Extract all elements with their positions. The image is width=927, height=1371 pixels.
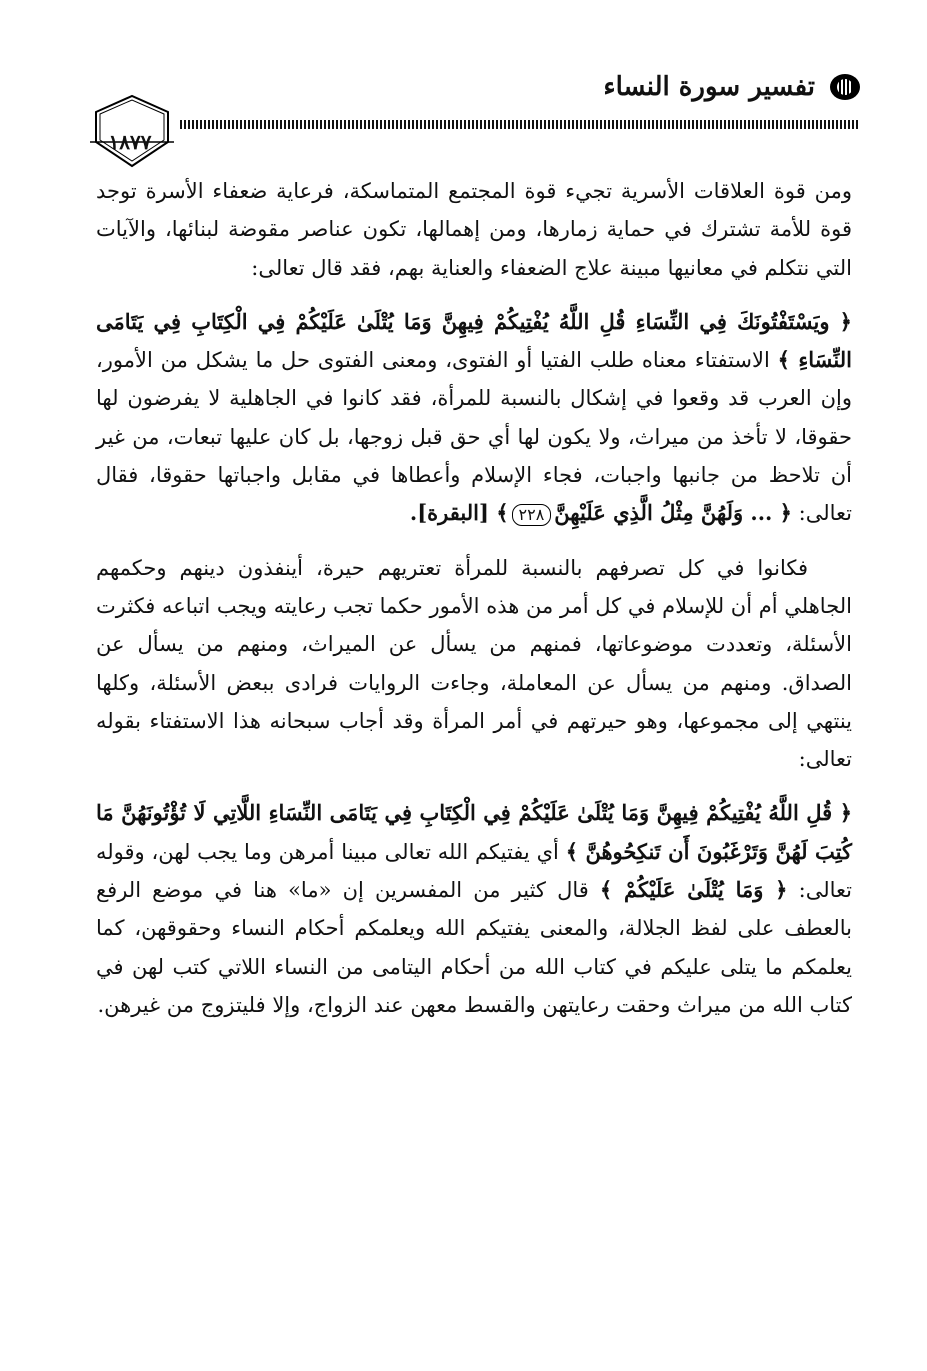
page-number-badge bbox=[90, 90, 174, 170]
paragraph-text: قال كثير من المفسرين إن «ما» هنا في موضع الرفع بالعطف على لفظ الجلالة، والمعنى يفتيكم الله ويعلمكم أحكام النساء وحقوقهن، كما يعلمكم ما يتلى عليكم في كتاب الله من أحكام اليتامى من النساء اللاتي كتب لهن في كتاب الله من ميراث وحقت رعايتهن والقسط معهن عند الزواج، وإلا فليتزوج من غيرهن. bbox=[96, 878, 852, 1017]
page-body bbox=[96, 172, 852, 1024]
page-number: ١٨٧٧ bbox=[108, 130, 152, 154]
surah-reference: [البقرة]. bbox=[409, 500, 497, 526]
paragraph-3: فكانوا في كل تصرفهم بالنسبة للمرأة تعتريهم حيرة، أينفذون دينهم وحكمهم الجاهلي أم أن للإسلام في كل أمر من هذه الأمور حكما تجب رعايته ويجب اتباعه فكثرت الأسئلة، وتعددت موضوعاتها، فمنهم من يسأل عن الميراث، ومنهم من يسأل عن الصداق. ومنهم من يسأل عن المعاملة، وجاءت الروايات فرادى ببعض الأسئلة، وكلها ينتهي إلى مجموعها، وهو حيرتهم في أمر المرأة وقد أجاب سبحانه هذا الاستفتاء بقوله تعالى: bbox=[96, 555, 852, 772]
running-title: تفسير سورة النساء bbox=[603, 72, 815, 102]
paragraph-2 bbox=[96, 303, 852, 533]
quran-verse: ﴿ ... وَلَهُنَّ مِثْلُ الَّذِي عَلَيْهِنَّ bbox=[554, 500, 792, 526]
quran-verse: ﴿ وَمَا يُتْلَىٰ عَلَيْكُمْ ﴾ bbox=[599, 877, 788, 903]
page-header bbox=[90, 62, 860, 172]
paragraph-4 bbox=[96, 794, 852, 1024]
paragraph-text: أي يفتيكم الله تعالى مبينا أمرهن وما يجب لهن، وقوله تعالى: bbox=[96, 839, 853, 903]
paragraph-1: ومن قوة العلاقات الأسرية تجيء قوة المجتمع المتماسكة، فرعاية ضعفاء الأسرة توجد قوة للأمة تشترك في حماية زمارها، ومن إهمالها، تكون عناصر مقوضة لبنائها، والآيات التي نتكلم في معانيها مبينة علاج الضعفاء والعناية بهم، فقد قال تعالى: bbox=[96, 179, 852, 280]
quran-verse: ﴿ قُلِ اللَّهُ يُفْتِيكُمْ فِيهِنَّ وَمَا يُتْلَىٰ عَلَيْكُمْ فِي الْكِتَابِ فِي يَتَامَى النِّسَاءِ اللَّاتِي لَا تُؤْتُونَهُنَّ مَا كُتِبَ لَهُنَّ وَتَرْغَبُونَ أَن تَنكِحُوهُنَّ ﴾ bbox=[96, 800, 852, 864]
quran-verse: ﴿ ويَسْتَفْتُونَكَ فِي النِّسَاءِ قُلِ اللَّهُ يُفْتِيكُمْ فِيهِنَّ وَمَا يُتْلَىٰ عَلَيْكُمْ فِي الْكِتَابِ فِي يَتَامَى النِّسَاءِ ﴾ bbox=[96, 308, 852, 373]
verse-number-badge: ٢٢٨ bbox=[512, 504, 552, 526]
paragraph-text: الاستفتاء معناه طلب الفتيا أو الفتوى، ومعنى الفتوى حل ما يشكل من الأمور، وإن العرب قد وقعوا في إشكال بالنسبة للمرأة، فقد كانوا في الجاهلية لا يفرضون لها حقوقا، لا تأخذ من ميراث، ولا يكون لها أي حق قبل زوجها، بل كان عليها تبعات، من غير أن تلاحظ من جانبها واجبات، فجاء الإسلام وأعطاها في مقابل واجباتها حقوقا، فقال تعالى: bbox=[96, 348, 852, 526]
header-rule bbox=[180, 120, 860, 129]
header-ornament-icon bbox=[830, 74, 860, 100]
quran-verse-end: ﴾ bbox=[496, 500, 509, 526]
